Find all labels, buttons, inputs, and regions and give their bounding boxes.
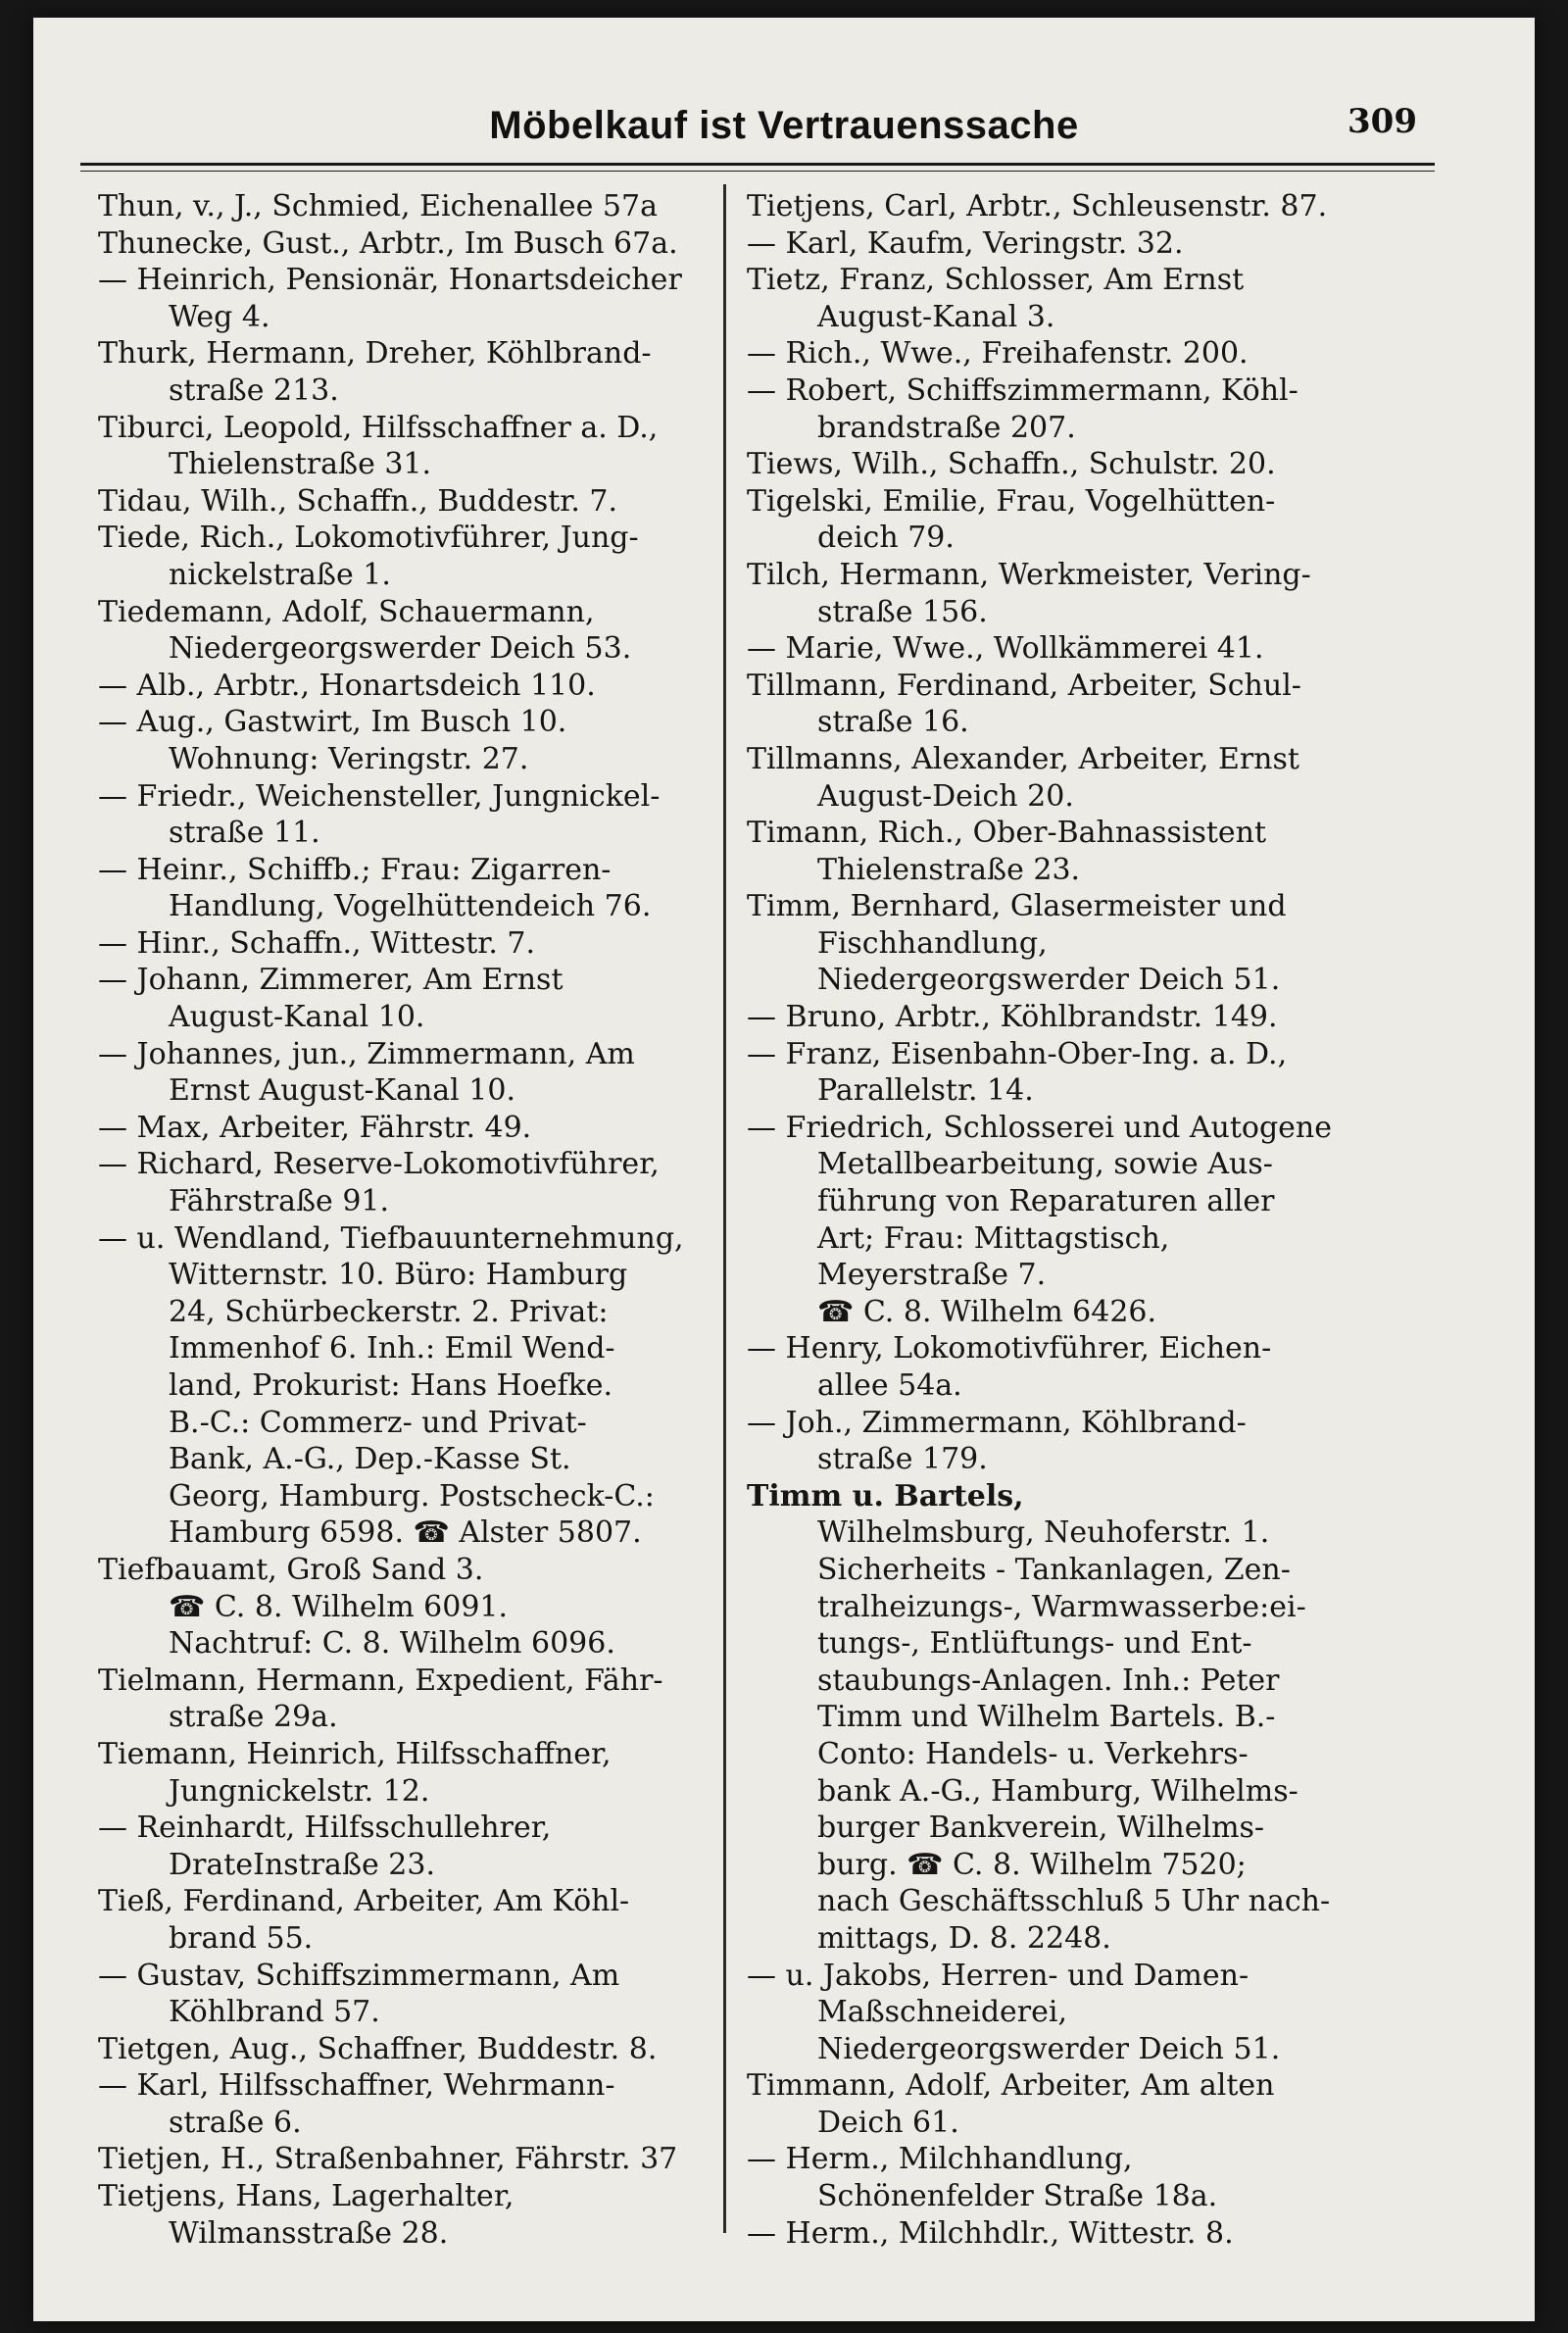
directory-line: land, Prokurist: Hans Hoefke. — [169, 1368, 613, 1403]
directory-line: Tilch, Hermann, Werkmeister, Vering- — [747, 557, 1311, 592]
directory-line: Tieß, Ferdinand, Arbeiter, Am Köhl- — [98, 1884, 630, 1919]
directory-line: — Joh., Zimmermann, Köhlbrand- — [747, 1405, 1247, 1440]
directory-line: nickelstraße 1. — [169, 557, 391, 592]
directory-line: Schönenfelder Straße 18a. — [817, 2179, 1218, 2214]
directory-line: August-Deich 20. — [817, 778, 1074, 814]
directory-line: Maßschneiderei, — [817, 1995, 1068, 2030]
directory-line: — Max, Arbeiter, Fährstr. 49. — [98, 1110, 532, 1145]
directory-line: Nachtruf: C. 8. Wilhelm 6096. — [169, 1626, 615, 1662]
directory-line: Immenhof 6. Inh.: Emil Wend- — [169, 1331, 615, 1366]
directory-line: Tillmann, Ferdinand, Arbeiter, Schul- — [747, 668, 1301, 703]
directory-line: Tigelski, Emilie, Frau, Vogelhütten- — [747, 483, 1276, 519]
directory-line: Timmann, Adolf, Arbeiter, Am alten — [747, 2068, 1275, 2104]
directory-line: Wilhelmsburg, Neuhoferstr. 1. — [817, 1515, 1270, 1551]
directory-line: August-Kanal 10. — [169, 1000, 425, 1035]
header-rule — [80, 163, 1435, 166]
directory-line: — Heinr., Schiffb.; Frau: Zigarren- — [98, 852, 612, 887]
directory-line: Tidau, Wilh., Schaffn., Buddestr. 7. — [98, 483, 618, 519]
directory-line: — Alb., Arbtr., Honartsdeich 110. — [98, 668, 596, 703]
page-header — [33, 18, 1535, 165]
directory-line: führung von Reparaturen aller — [817, 1184, 1275, 1219]
directory-line: straße 156. — [817, 594, 988, 629]
directory-line: — Henry, Lokomotivführer, Eichen- — [747, 1331, 1272, 1366]
directory-line: DrateInstraße 23. — [169, 1847, 435, 1882]
directory-line: Niedergeorgswerder Deich 51. — [817, 2031, 1281, 2066]
directory-line: — u. Wendland, Tiefbauunternehmung, — [98, 1220, 684, 1256]
directory-line: Tiemann, Heinrich, Hilfsschaffner, — [98, 1736, 612, 1771]
directory-line: — Friedrich, Schlosserei und Autogene — [747, 1110, 1332, 1145]
directory-line: deich 79. — [817, 521, 955, 556]
directory-line: Weg 4. — [169, 299, 270, 334]
directory-line: — Friedr., Weichensteller, Jungnickel- — [98, 778, 661, 814]
directory-line: — Aug., Gastwirt, Im Busch 10. — [98, 705, 567, 740]
directory-line: mittags, D. 8. 2248. — [817, 1920, 1111, 1956]
directory-page — [33, 18, 1535, 2321]
directory-line: 24, Schürbeckerstr. 2. Privat: — [169, 1294, 609, 1329]
directory-line: — u. Jakobs, Herren- und Damen- — [747, 1958, 1250, 1993]
directory-line: burg. ☎ C. 8. Wilhelm 7520; — [817, 1847, 1247, 1882]
directory-line: Conto: Handels- u. Verkehrs- — [817, 1736, 1249, 1771]
directory-line: ☎ C. 8. Wilhelm 6426. — [817, 1294, 1157, 1329]
directory-line: Deich 61. — [817, 2105, 959, 2140]
directory-line: Tielmann, Hermann, Expedient, Fähr- — [98, 1663, 663, 1698]
directory-line: Tiburci, Leopold, Hilfsschaffner a. D., — [98, 410, 659, 445]
directory-line: Tillmanns, Alexander, Arbeiter, Ernst — [747, 741, 1299, 776]
directory-line: Thunecke, Gust., Arbtr., Im Busch 67a. — [98, 225, 678, 261]
right-column — [747, 188, 1384, 2252]
directory-line: — Bruno, Arbtr., Köhlbrandstr. 149. — [747, 1000, 1278, 1035]
directory-line: Tiews, Wilh., Schaffn., Schulstr. 20. — [747, 447, 1276, 482]
directory-line: Timm und Wilhelm Bartels. B.- — [817, 1700, 1276, 1735]
directory-line: — Heinrich, Pensionär, Honartsdeicher — [98, 263, 682, 298]
directory-line: Tiefbauamt, Groß Sand 3. — [98, 1552, 484, 1587]
directory-line: — Johannes, jun., Zimmermann, Am — [98, 1036, 635, 1071]
directory-line: Thielenstraße 31. — [169, 447, 432, 482]
directory-line: Tietjens, Carl, Arbtr., Schleusenstr. 87. — [747, 189, 1328, 223]
directory-line: — Gustav, Schiffszimmermann, Am — [98, 1958, 620, 1993]
directory-line: — Richard, Reserve-Lokomotivführer, — [98, 1147, 660, 1182]
directory-line: Art; Frau: Mittagstisch, — [817, 1220, 1170, 1256]
directory-line: straße 6. — [169, 2105, 302, 2140]
directory-line: B.-C.: Commerz- und Privat- — [169, 1405, 587, 1440]
directory-line: staubungs-Anlagen. Inh.: Peter — [817, 1663, 1280, 1698]
directory-line: brandstraße 207. — [817, 410, 1076, 445]
directory-line: Tiedemann, Adolf, Schauermann, — [98, 594, 595, 629]
directory-line: Tietz, Franz, Schlosser, Am Ernst — [747, 263, 1245, 298]
directory-line: Sicherheits - Tankanlagen, Zen- — [817, 1552, 1291, 1587]
directory-line: Parallelstr. 14. — [817, 1073, 1034, 1109]
directory-line: Handlung, Vogelhüttendeich 76. — [169, 889, 652, 924]
directory-line: bank A.-G., Hamburg, Wilhelms- — [817, 1773, 1298, 1809]
directory-line: straße 16. — [817, 705, 969, 740]
directory-line: Hamburg 6598. ☎ Alster 5807. — [169, 1515, 642, 1551]
directory-line: Timm u. Bartels, — [747, 1478, 1024, 1514]
directory-line: nach Geschäftsschluß 5 Uhr nach- — [817, 1884, 1331, 1919]
directory-line: Timann, Rich., Ober-Bahnassistent — [747, 816, 1267, 851]
directory-line: tralheizungs-, Warmwasserbe:ei- — [817, 1589, 1306, 1624]
directory-line: Tietjen, H., Straßenbahner, Fährstr. 37 — [98, 2142, 678, 2177]
directory-line: Meyerstraße 7. — [817, 1258, 1047, 1293]
directory-line: tungs-, Entlüftungs- und Ent- — [817, 1626, 1252, 1662]
directory-line: — Hinr., Schaffn., Wittestr. 7. — [98, 925, 536, 961]
directory-line: straße 29a. — [169, 1700, 338, 1735]
directory-line: Thielenstraße 23. — [817, 852, 1081, 887]
directory-line: straße 213. — [169, 372, 339, 408]
header-rule-thin — [80, 171, 1435, 172]
directory-line: Köhlbrand 57. — [169, 1995, 380, 2030]
directory-line: Thun, v., J., Schmied, Eichenallee 57a — [98, 189, 658, 223]
directory-line: allee 54a. — [817, 1368, 962, 1403]
directory-line: Thurk, Hermann, Dreher, Köhlbrand- — [98, 336, 652, 372]
directory-line: Fischhandlung, — [817, 925, 1048, 961]
directory-line: — Johann, Zimmerer, Am Ernst — [98, 963, 564, 998]
directory-line: Tietgen, Aug., Schaffner, Buddestr. 8. — [98, 2031, 658, 2066]
directory-line: — Marie, Wwe., Wollkämmerei 41. — [747, 631, 1264, 667]
directory-line: — Herm., Milchhandlung, — [747, 2142, 1133, 2177]
directory-line: Niedergeorgswerder Deich 53. — [169, 631, 632, 667]
directory-line: Jungnickelstr. 12. — [169, 1773, 430, 1809]
left-column — [98, 188, 715, 2252]
directory-line: straße 179. — [817, 1442, 988, 1477]
directory-line: Niedergeorgswerder Deich 51. — [817, 963, 1281, 998]
directory-line: — Karl, Hilfsschaffner, Wehrmann- — [98, 2068, 615, 2104]
directory-line: — Karl, Kaufm, Veringstr. 32. — [747, 225, 1184, 261]
directory-line: Fährstraße 91. — [169, 1184, 390, 1219]
page-number: 309 — [1348, 102, 1417, 141]
column-divider — [723, 184, 726, 2233]
directory-line: August-Kanal 3. — [817, 299, 1055, 334]
directory-line: straße 11. — [169, 816, 320, 851]
directory-line: — Franz, Eisenbahn-Ober-Ing. a. D., — [747, 1036, 1288, 1071]
directory-line: Wohnung: Veringstr. 27. — [169, 741, 529, 776]
directory-line: Timm, Bernhard, Glasermeister und — [747, 889, 1287, 924]
directory-line: — Reinhardt, Hilfsschullehrer, — [98, 1811, 552, 1846]
directory-line: brand 55. — [169, 1920, 314, 1956]
directory-line: Tietjens, Hans, Lagerhalter, — [98, 2179, 514, 2214]
directory-line: Tiede, Rich., Lokomotivführer, Jung- — [98, 521, 639, 556]
directory-line: burger Bankverein, Wilhelms- — [817, 1811, 1265, 1846]
page-title: Möbelkauf ist Vertrauenssache — [489, 104, 1079, 147]
directory-line: Witternstr. 10. Büro: Hamburg — [169, 1258, 628, 1293]
directory-line: Bank, A.-G., Dep.-Kasse St. — [169, 1442, 571, 1477]
directory-line: Ernst August-Kanal 10. — [169, 1073, 515, 1109]
directory-line: — Robert, Schiffszimmermann, Köhl- — [747, 372, 1298, 408]
directory-line: Wilmansstraße 28. — [169, 2215, 449, 2251]
directory-line: — Herm., Milchhdlr., Wittestr. 8. — [747, 2215, 1234, 2251]
directory-line: ☎ C. 8. Wilhelm 6091. — [169, 1589, 509, 1624]
directory-line: Georg, Hamburg. Postscheck-C.: — [169, 1478, 655, 1514]
directory-line: — Rich., Wwe., Freihafenstr. 200. — [747, 336, 1249, 372]
directory-line: Metallbearbeitung, sowie Aus- — [817, 1147, 1273, 1182]
